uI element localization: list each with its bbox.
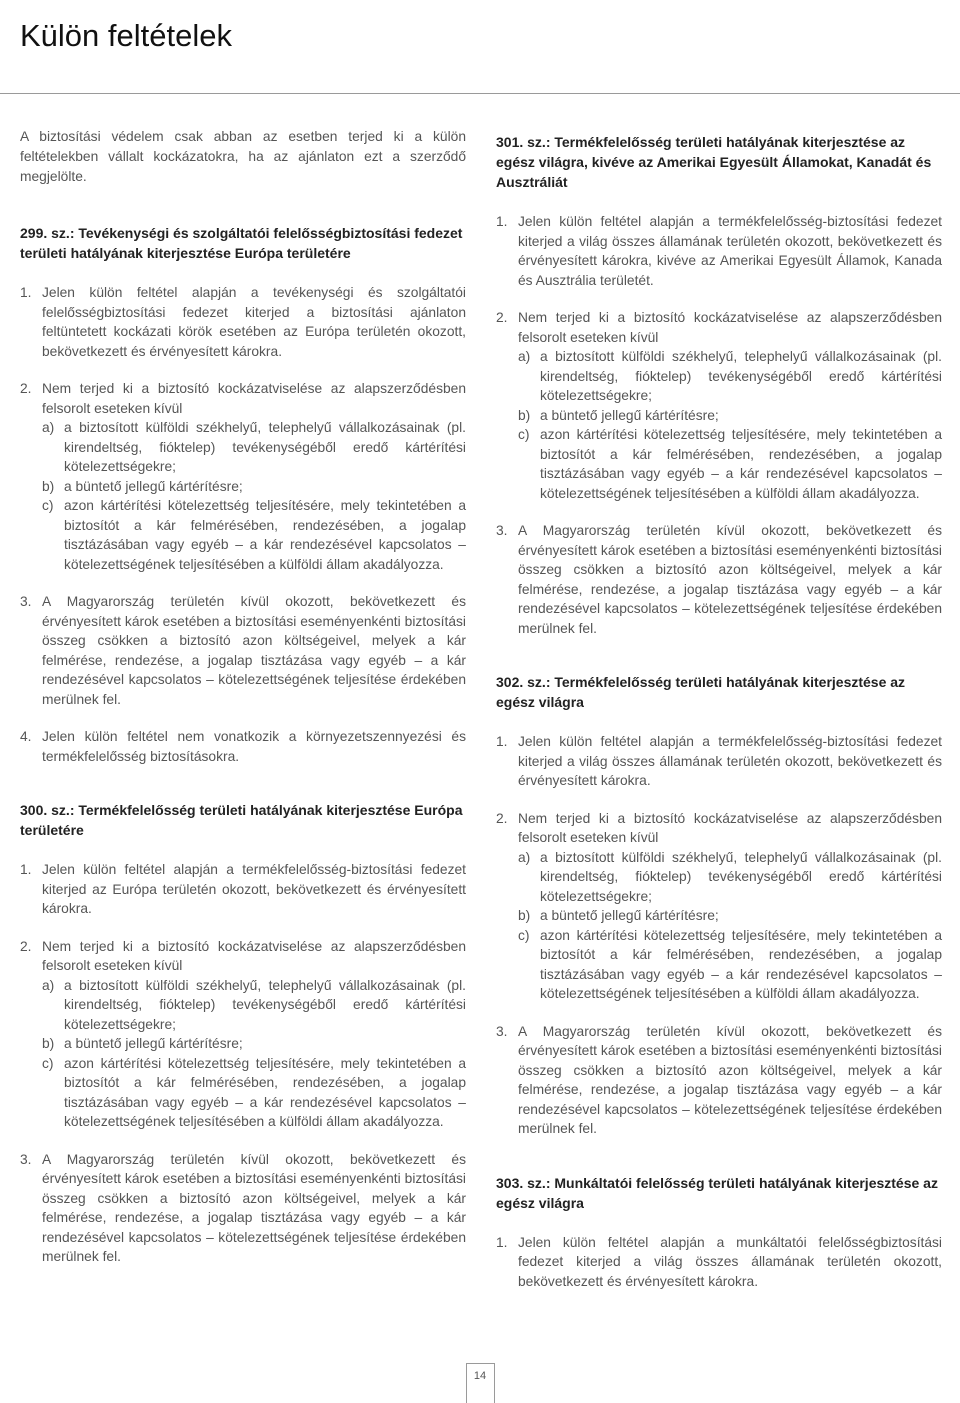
item-number: 2. <box>20 381 32 396</box>
section-299 <box>20 223 466 766</box>
sub-letter: c) <box>518 427 530 442</box>
sub-text: azon kártérítési kötelezettség teljesítésére, mely tekintetében a biztosítót a kár felmérésében, rendezésében, a jogalap tisztázásában vagy egyéb – a kár rendezésével kapcsolatos – kötelezettségének teljesítésében a külföldi állam akadályozza. <box>64 498 466 572</box>
item-number: 3. <box>496 523 508 538</box>
sub-letter: c) <box>42 1055 54 1071</box>
item-text: A Magyarország területén kívül okozott, bekövetkezett és érvényesített károk esetében a biztosítási eseményenkénti biztosítási összeg csökken a biztosító azon költségeivel, melyek a kár felmérése, rendezése, a jogalap tisztázása vagy egyéb – a kár rendezésével kapcsolatos – kötelezettségének teljesítése érdekében merülnek fel. <box>42 594 466 707</box>
sub-text: a büntető jellegű kártérítésre; <box>540 908 719 923</box>
list-item <box>20 727 466 766</box>
sub-item <box>42 1054 466 1132</box>
item-text: A Magyarország területén kívül okozott, bekövetkezett és érvényesített károk esetében a biztosítási eseményenkénti biztosítási összeg csökken a biztosító azon költségeivel, melyek a kár felmérése, rendezése, a jogalap tisztázása vagy egyéb – a kár rendezésével kapcsolatos – kötelezettségének teljesítése érdekében merülnek fel. <box>518 523 942 636</box>
item-number: 1. <box>496 734 508 749</box>
sub-item <box>518 425 942 503</box>
section-301 <box>496 132 942 638</box>
sub-item <box>518 848 942 907</box>
section-title: 299. sz.: Tevékenységi és szolgáltatói felelősségbiztosítási fedezet területi hatályának kiterjesztése Európa területére <box>20 225 463 261</box>
left-column <box>20 127 466 1301</box>
item-text: Nem terjed ki a biztosító kockázatviselése az alapszerződésben felsorolt eseteken kívül <box>42 938 466 973</box>
item-number: 2. <box>496 810 508 826</box>
sub-letter: a) <box>42 420 55 435</box>
list-item <box>20 1150 466 1267</box>
sub-text: azon kártérítési kötelezettség teljesítésére, mely tekintetében a biztosítót a kár felmérésében, rendezésében, a jogalap tisztázásában vagy egyéb – a kár rendezésével kapcsolatos – kötelezettségének teljesítésében a külföldi állam akadályozza. <box>540 427 942 501</box>
section-title: 302. sz.: Termékfelelősség területi hatályának kiterjesztése az egész világra <box>496 674 906 710</box>
item-number: 2. <box>496 310 508 325</box>
sub-text: a biztosított külföldi székhelyű, telephelyű vállalkozásainak (pl. kirendeltség, fióktelep) tevékenységéből eredő kártérítési kötelezettségekre; <box>64 977 466 1032</box>
sub-item <box>518 906 942 926</box>
sub-letter: a) <box>518 849 531 865</box>
sub-text: a biztosított külföldi székhelyű, telephelyű vállalkozásainak (pl. kirendeltség, fióktelep) tevékenységéből eredő kártérítési kötelezettségekre; <box>64 420 466 474</box>
title-divider <box>0 93 960 94</box>
item-number: 3. <box>20 1151 32 1167</box>
sub-text: a büntető jellegű kártérítésre; <box>64 1036 243 1051</box>
sub-item <box>42 976 466 1035</box>
sub-letter: b) <box>42 478 55 494</box>
page-number-frame-left <box>466 1363 467 1403</box>
item-text: Jelen külön feltétel alapján a termékfelelősség-biztosítási fedezet kiterjed az Európa területén okozott, bekövetkezett és érvényesített károkra. <box>42 862 466 916</box>
sub-text: a büntető jellegű kártérítésre; <box>540 407 719 423</box>
list-item <box>496 732 942 791</box>
sub-text: a biztosított külföldi székhelyű, telephelyű vállalkozásainak (pl. kirendeltség, fióktelep) tevékenységéből eredő kártérítési kötelezettségekre; <box>540 849 942 904</box>
item-text: Nem terjed ki a biztosító kockázatviselése az alapszerződésben felsorolt eseteken kívül <box>518 310 942 345</box>
sub-item <box>518 406 942 426</box>
sub-text: a büntető jellegű kártérítésre; <box>64 478 243 494</box>
list-item <box>496 212 942 290</box>
sub-text: azon kártérítési kötelezettség teljesítésére, mely tekintetében a biztosítót a kár felmérésében, rendezésében, a jogalap tisztázásában vagy egyéb – a kár rendezésével kapcsolatos – kötelezettségének teljesítésében a külföldi állam akadályozza. <box>540 927 942 1001</box>
right-column <box>496 132 942 1325</box>
sub-letter: c) <box>42 498 54 513</box>
item-number: 1. <box>20 285 32 300</box>
section-title: 301. sz.: Termékfelelősség területi hatályának kiterjesztése az egész világra, kivéve az Amerikai Egyesült Államokat, Kanadát és Ausztráliát <box>496 134 932 190</box>
sub-item <box>42 496 466 574</box>
sub-letter: b) <box>42 1036 55 1051</box>
item-text: Jelen külön feltétel alapján a tevékenységi és szolgáltatói felelősségbiztosítási fedezet kiterjed a biztosítási ajánlaton feltüntetett kockázati körök esetében az Európa területén okozott, bekövetkezett és érvényesített károkra. <box>42 285 466 359</box>
item-text: Jelen külön feltétel alapján a munkáltatói felelősségbiztosítási fedezet kiterjed a világ összes államának területén okozott, bekövetkezett és érvényesített károkra. <box>518 1234 942 1289</box>
list-item <box>20 283 466 361</box>
item-number: 3. <box>496 1023 508 1039</box>
sub-item <box>518 926 942 1004</box>
item-text: A Magyarország területén kívül okozott, bekövetkezett és érvényesített károk esetében a biztosítási eseményenkénti biztosítási összeg csökken a biztosító azon költségeivel, melyek a kár felmérése, rendezése, a jogalap tisztázása vagy egyéb – a kár rendezésével kapcsolatos – kötelezettségének teljesítése érdekében merülnek fel. <box>518 1023 942 1136</box>
item-text: Jelen külön feltétel alapján a termékfelelősség-biztosítási fedezet kiterjed a világ összes államának területén okozott, bekövetkezett és érvényesített károkra, kivéve az Amerikai Egyesült Államok, Kanada és Ausztrália területét. <box>518 214 942 288</box>
sub-item <box>42 418 466 477</box>
item-number: 4. <box>20 729 32 744</box>
item-number: 2. <box>20 938 32 954</box>
page-title: Külön feltételek <box>20 18 232 53</box>
list-item <box>20 379 466 574</box>
list-item <box>496 1233 942 1292</box>
section-300 <box>20 800 466 1267</box>
item-number: 1. <box>496 214 508 229</box>
sub-letter: a) <box>518 349 531 364</box>
intro-paragraph: A biztosítási védelem csak abban az esetben terjed ki a külön feltételekben vállalt kockázatokra, ha az ajánlaton ezt a szerződő megjelölte. <box>20 129 466 184</box>
list-item <box>20 592 466 709</box>
item-text: Jelen külön feltétel alapján a termékfelelősség-biztosítási fedezet kiterjed a világ összes államának területén okozott, bekövetkezett és érvényesített károkra. <box>518 734 942 788</box>
list-item <box>496 308 942 503</box>
page-number-frame-right <box>494 1363 495 1403</box>
sub-item <box>518 347 942 406</box>
section-303 <box>496 1173 942 1292</box>
item-text: Nem terjed ki a biztosító kockázatviselése az alapszerződésben felsorolt eseteken kívül <box>518 810 942 845</box>
sub-letter: b) <box>518 407 531 423</box>
sub-letter: a) <box>42 977 55 993</box>
list-item <box>20 937 466 1132</box>
section-302 <box>496 672 942 1139</box>
list-item <box>496 1022 942 1139</box>
item-number: 1. <box>20 862 32 877</box>
page-number: 14 <box>473 1370 487 1382</box>
item-text: Nem terjed ki a biztosító kockázatviselése az alapszerződésben felsorolt eseteken kívül <box>42 381 466 416</box>
list-item <box>496 521 942 638</box>
item-number: 3. <box>20 594 32 609</box>
section-title: 303. sz.: Munkáltatói felelősség területi hatályának kiterjesztése az egész világra <box>496 1174 938 1211</box>
sub-letter: b) <box>518 908 531 923</box>
sub-text: azon kártérítési kötelezettség teljesítésére, mely tekintetében a biztosítót a kár felmérésében, rendezésében, a jogalap tisztázásában vagy egyéb – a kár rendezésével kapcsolatos – kötelezettségének teljesítésében a külföldi állam akadályozza. <box>64 1055 466 1129</box>
item-text: A Magyarország területén kívül okozott, bekövetkezett és érvényesített károk esetében a biztosítási eseményenkénti biztosítási összeg csökken a biztosító azon költségeivel, melyek a kár felmérése, rendezése, a jogalap tisztázása vagy egyéb – a kár rendezésével kapcsolatos – kötelezettségének teljesítése érdekében merülnek fel. <box>42 1151 466 1264</box>
item-number: 1. <box>496 1234 508 1250</box>
item-text: Jelen külön feltétel nem vonatkozik a környezetszennyezési és termékfelelősség biztosításokra. <box>42 729 466 764</box>
sub-item <box>42 1034 466 1054</box>
sub-item <box>42 477 466 497</box>
page-number-frame-top <box>466 1363 494 1364</box>
sub-letter: c) <box>518 927 530 943</box>
section-title: 300. sz.: Termékfelelősség területi hatályának kiterjesztése Európa területére <box>20 802 463 838</box>
sub-text: a biztosított külföldi székhelyű, telephelyű vállalkozásainak (pl. kirendeltség, fióktelep) tevékenységéből eredő kártérítési kötelezettségekre; <box>540 349 942 403</box>
list-item <box>20 860 466 919</box>
list-item <box>496 809 942 1004</box>
